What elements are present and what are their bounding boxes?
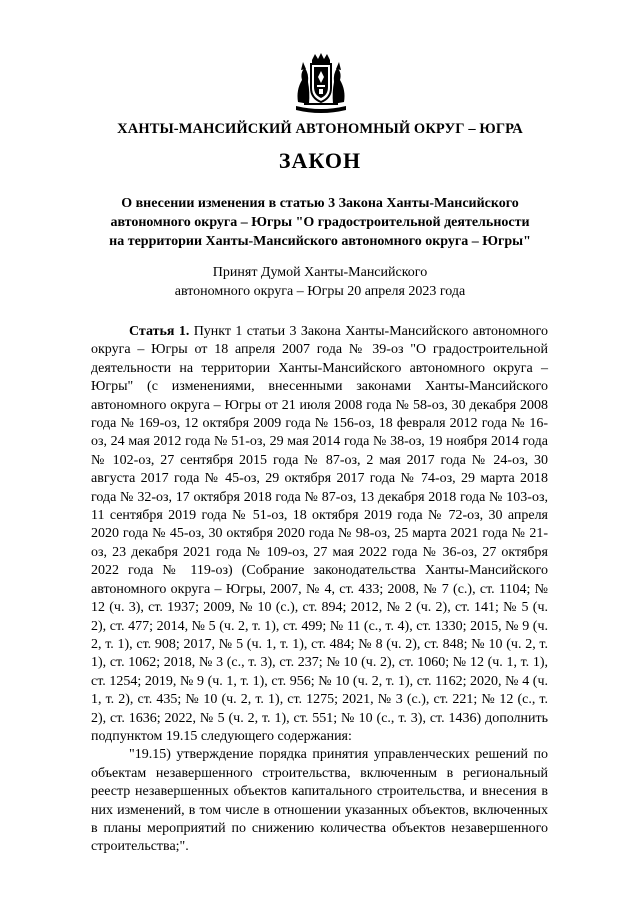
article-paragraph <box>91 323 548 746</box>
law-title <box>90 194 550 251</box>
adoption-note <box>140 263 500 301</box>
adoption-line: автономного округа – Югры 20 апреля 2023 года <box>174 284 466 299</box>
title-line: автономного округа – Югры "О градостроительной деятельности <box>110 215 530 230</box>
coat-of-arms-icon <box>290 52 352 116</box>
region-heading: ХАНТЫ-МАНСИЙСКИЙ АВТОНОМНЫЙ ОКРУГ – ЮГРА <box>117 121 523 137</box>
title-line: на территории Ханты-Мансийского автономного округа – Югры" <box>109 234 531 249</box>
title-line: О внесении изменения в статью 3 Закона Ханты-Мансийского <box>121 196 519 211</box>
quoted-subclause: "19.15) утверждение порядка принятия управленческих решений по объектам незавершенного строительства, включенным в региональный реестр незавершенных объектов капитального строительства, и внесения в них изменений, в том числе в отношении указанных объектов, включенных в планы мероприятий по снижению количества объектов незавершенного строительства;". <box>91 747 548 855</box>
article-text: Пункт 1 статьи 3 Закона Ханты-Мансийского автономного округа – Югры от 18 апреля 2007 года № 39-оз "О градостроительной деятельности на территории Ханты-Мансийского автономного округа – Югры" (с изменениями, внесенными законами Ханты-Мансийского автономного округа – Югры от 21 июля 2008 года № 58-оз, 30 декабря 2008 года № 169-оз, 12 октября 2009 года № 156-оз, 18 февраля 2012 года № 16-оз, 24 мая 2012 года № 51-оз, 29 мая 2014 года № 38-оз, 19 ноября 2014 года № 102-оз, 27 сентября 2015 года № 87-оз, 2 мая 2017 года № 24-оз, 30 августа 2017 года № 45-оз, 29 октября 2017 года № 74-оз, 29 марта 2018 года № 32-оз, 17 октября 2018 года № 87-оз, 13 декабря 2018 года № 103-оз, 11 сентября 2019 года № 51-оз, 18 октября 2019 года № 72-оз, 30 апреля 2020 года № 45-оз, 30 октября 2020 года № 98-оз, 25 марта 2021 года № 21-оз, 23 декабря 2021 года № 109-оз, 27 мая 2022 года № 36-оз, 27 октября 2022 года № 119-оз) (Собрание законодательства Ханты-Мансийского автономного округа – Югры, 2007, № 4, ст. 433; 2008, № 7 (с.), ст. 1104; № 12 (ч. 3), ст. 1937; 2009, № 10 (с.), ст. 894; 2012, № 2 (ч. 2), ст. 141; № 5 (ч. 2), ст. 477; 2014, № 5 (ч. 2, т. 1), ст. 499; № 11 (с., т. 4), ст. 1330; 2015, № 9 (ч. 2, т. 1), ст. 908; 2017, № 5 (ч. 1, т. 1), ст. 484; № 8 (ч. 2), ст. 848; № 10 (ч. 2, т. 1), ст. 1062; 2018, № 3 (с., т. 3), ст. 237; № 10 (ч. 2), ст. 1060; № 12 (ч. 1, т. 1), ст. 1254; 2019, № 9 (ч. 1, т. 1), ст. 956; № 10 (ч. 2, т. 1), ст. 1162; 2020, № 4 (ч. 1, т. 2), ст. 435; № 10 (ч. 2, т. 1), ст. 1275; 2021, № 3 (с.), ст. 221; № 12 (с., т. 2), ст. 1636; 2022, № 5 (ч. 2, т. 1), ст. 551; № 10 (с., т. 3), ст. 1436) дополнить подпунктом 19.15 следующего содержания: <box>91 324 548 744</box>
document-type: ЗАКОН <box>278 148 362 173</box>
article-label: Статья 1. <box>129 324 190 339</box>
adoption-line: Принят Думой Ханты-Мансийского <box>212 265 428 280</box>
law-body <box>91 323 548 857</box>
